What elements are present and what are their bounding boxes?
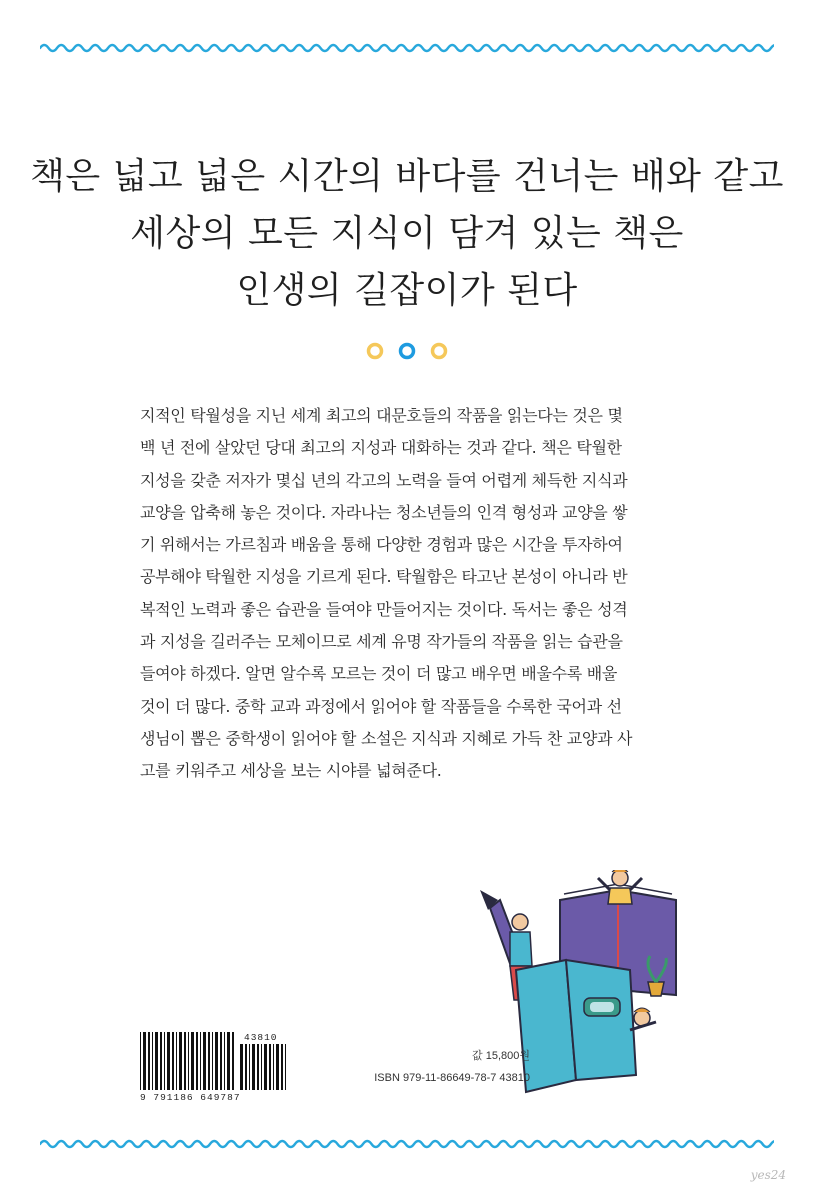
body-paragraph (140, 400, 680, 788)
barcode-bars (140, 1032, 234, 1090)
barcode-bar (269, 1044, 271, 1090)
body-line: 공부해야 탁월한 지성을 기르게 된다. 탁월함은 타고난 본성이 아니라 반 (140, 567, 628, 587)
body-line: 기 위해서는 가르침과 배움을 통해 다양한 경험과 많은 시간을 투자하여 (140, 535, 623, 555)
dot-blue-center (401, 345, 414, 358)
addon-barcode-bars (240, 1044, 286, 1090)
barcode-bar (232, 1032, 234, 1090)
body-line: 고를 키워주고 세상을 보는 시야를 넓혀준다. (140, 761, 442, 781)
barcode-bar (240, 1044, 243, 1090)
addon-number: 43810 (244, 1032, 278, 1043)
body-line: 과 지성을 길러주는 모체이므로 세계 유명 작가들의 작품을 읽는 습관을 (140, 632, 623, 652)
barcode-bar (257, 1044, 259, 1090)
barcode-bar (140, 1032, 141, 1090)
barcode-bar (273, 1044, 274, 1090)
bottom-wave-border (40, 1136, 774, 1152)
barcode-bar (176, 1032, 177, 1090)
barcode-bar (276, 1044, 279, 1090)
isbn-text: ISBN 979-11-86649-78-7 43810 (374, 1072, 530, 1084)
body-line: 복적인 노력과 좋은 습관을 들여야 만들어지는 것이다. 독서는 좋은 성격 (140, 599, 628, 619)
barcode-bar (155, 1032, 158, 1090)
body-line: 교양을 압축해 놓은 것이다. 자라나는 청소년들의 인격 형성과 교양을 쌓 (140, 502, 628, 522)
headline (0, 148, 814, 319)
body-line: 지성을 갖춘 저자가 몇십 년의 각고의 노력을 들여 어렵게 체득한 지식과 (140, 470, 628, 490)
barcode-bar (285, 1044, 286, 1090)
barcode-bar (148, 1032, 150, 1090)
price-info (330, 1045, 530, 1089)
barcode-bar (212, 1032, 213, 1090)
barcode-bar (220, 1032, 222, 1090)
decorative-dots (360, 339, 460, 363)
headline-line-1: 책은 넓고 넓은 시간의 바다를 건너는 배와 같고 (30, 156, 784, 197)
teal-open-book (516, 960, 636, 1092)
barcode-bar (264, 1044, 267, 1090)
body-line: 것이 더 많다. 중학 교과 과정에서 읽어야 할 작품들을 수록한 국어과 선 (140, 696, 622, 716)
barcode-bar (249, 1044, 250, 1090)
barcode-bar (215, 1032, 218, 1090)
watermark: yes24 (750, 1168, 786, 1182)
barcode-bar (200, 1032, 201, 1090)
barcode-bar (191, 1032, 194, 1090)
top-wave-border (40, 40, 774, 56)
barcode-bar (252, 1044, 255, 1090)
body-line: 지적인 탁월성을 지닌 세계 최고의 대문호들의 작품을 읽는다는 것은 몇 (140, 406, 623, 425)
barcode-bar (143, 1032, 146, 1090)
body-line: 들여야 하겠다. 알면 알수록 모르는 것이 더 많고 배우면 배울수록 배울 (140, 664, 618, 684)
barcode-number: 9 791186 649787 (140, 1092, 241, 1103)
body-line: 생님이 뽑은 중학생이 읽어야 할 소설은 지식과 지혜로 가득 찬 교양과 사 (140, 728, 633, 748)
barcode-bar (164, 1032, 165, 1090)
barcode-bar (196, 1032, 198, 1090)
barcode-bar (261, 1044, 262, 1090)
barcode-bar (184, 1032, 186, 1090)
headline-line-3: 인생의 길잡이가 된다 (236, 270, 578, 311)
price-text: 값 15,800원 (472, 1050, 530, 1062)
barcode-bar (203, 1032, 206, 1090)
barcode-bar (179, 1032, 182, 1090)
barcode-bar (224, 1032, 225, 1090)
barcode-bar (160, 1032, 162, 1090)
barcode-bar (281, 1044, 283, 1090)
addon-barcode (240, 1044, 294, 1092)
barcode-bar (172, 1032, 174, 1090)
dot-yellow-right (433, 345, 446, 358)
body-line: 백 년 전에 살았던 당대 최고의 지성과 대화하는 것과 같다. 책은 탁월한 (140, 438, 622, 458)
barcode-bar (227, 1032, 230, 1090)
barcode-bar (245, 1044, 247, 1090)
barcode-bar (167, 1032, 170, 1090)
dot-yellow-left (369, 345, 382, 358)
barcode-bar (208, 1032, 210, 1090)
headline-line-2: 세상의 모든 지식이 담겨 있는 책은 (130, 213, 684, 254)
barcode-bar (152, 1032, 153, 1090)
barcode-bar (188, 1032, 189, 1090)
